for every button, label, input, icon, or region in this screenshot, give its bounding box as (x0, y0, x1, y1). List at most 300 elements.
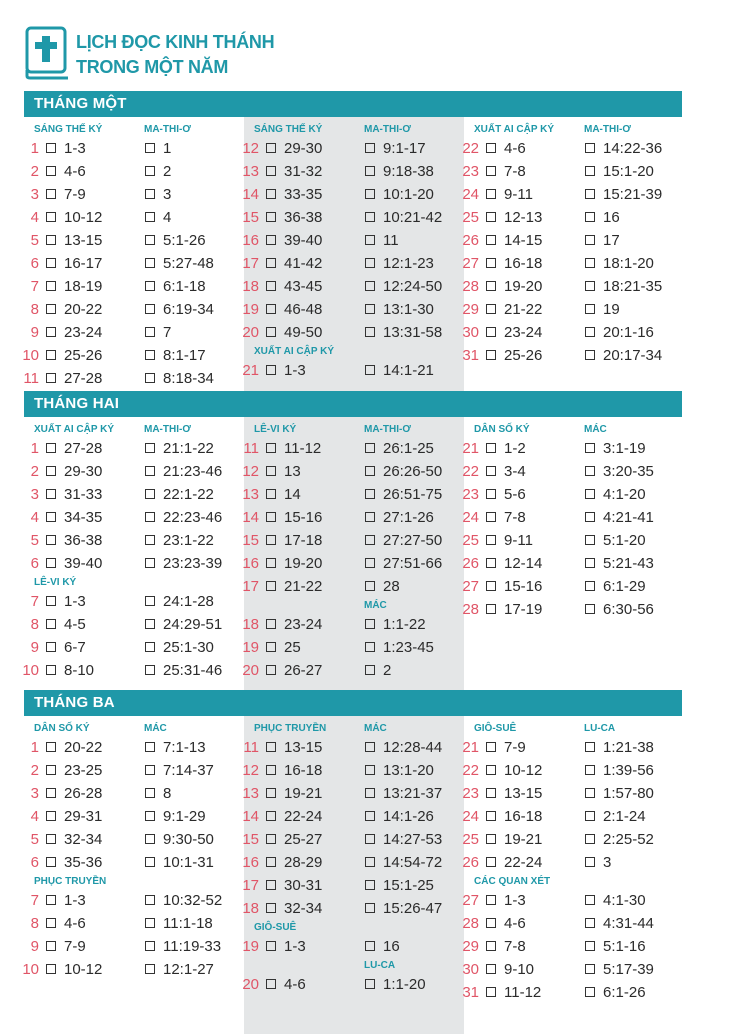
reading-row (464, 575, 684, 598)
nt-reading: 8:1-17 (163, 347, 206, 364)
day-number: 25 (462, 831, 479, 848)
nt-checkbox[interactable] (365, 258, 375, 268)
nt-checkbox[interactable] (585, 941, 595, 951)
nt-checkbox[interactable] (145, 350, 155, 360)
ot-book-label: DÂN SỐ KÝ (34, 723, 90, 734)
ot-checkbox[interactable] (486, 535, 496, 545)
ot-reading: 32-34 (284, 900, 323, 917)
nt-checkbox[interactable] (585, 281, 595, 291)
reading-row (24, 367, 244, 390)
nt-checkbox[interactable] (365, 619, 375, 629)
nt-checkbox[interactable] (585, 581, 595, 591)
nt-reading: 26:1-25 (383, 440, 434, 457)
nt-checkbox[interactable] (365, 788, 375, 798)
ot-checkbox[interactable] (486, 964, 496, 974)
ot-checkbox[interactable] (486, 811, 496, 821)
nt-checkbox[interactable] (365, 581, 375, 591)
ot-checkbox[interactable] (266, 189, 276, 199)
ot-checkbox[interactable] (486, 788, 496, 798)
ot-reading: 23-24 (64, 324, 103, 341)
nt-reading: 13:1-30 (383, 301, 434, 318)
day-number: 12 (242, 463, 259, 480)
ot-checkbox[interactable] (266, 281, 276, 291)
ot-reading: 29-30 (64, 463, 103, 480)
reading-row (244, 275, 464, 298)
ot-checkbox[interactable] (46, 373, 56, 383)
reading-row (24, 912, 244, 935)
ot-checkbox[interactable] (266, 642, 276, 652)
ot-book-label: DÂN SỐ KÝ (474, 424, 530, 435)
day-number: 7 (30, 892, 39, 909)
ot-checkbox[interactable] (46, 811, 56, 821)
reading-row (464, 183, 684, 206)
nt-checkbox[interactable] (585, 811, 595, 821)
ot-reading: 1-3 (284, 362, 306, 379)
ot-reading: 5-6 (504, 486, 526, 503)
nt-checkbox[interactable] (365, 235, 375, 245)
nt-reading: 9:1-17 (383, 140, 426, 157)
reading-row (244, 935, 464, 958)
reading-row (24, 229, 244, 252)
nt-checkbox[interactable] (585, 443, 595, 453)
ot-checkbox[interactable] (46, 834, 56, 844)
nt-checkbox[interactable] (145, 558, 155, 568)
nt-checkbox[interactable] (145, 143, 155, 153)
book-label-row (34, 575, 244, 590)
reading-row (24, 460, 244, 483)
ot-checkbox[interactable] (46, 281, 56, 291)
ot-checkbox[interactable] (266, 619, 276, 629)
ot-checkbox[interactable] (486, 281, 496, 291)
ot-reading: 49-50 (284, 324, 323, 341)
ot-checkbox[interactable] (266, 443, 276, 453)
month-columns (24, 417, 682, 697)
ot-checkbox[interactable] (46, 304, 56, 314)
ot-checkbox[interactable] (46, 143, 56, 153)
ot-checkbox[interactable] (486, 466, 496, 476)
nt-checkbox[interactable] (585, 895, 595, 905)
nt-checkbox[interactable] (585, 765, 595, 775)
nt-reading: 8 (163, 785, 172, 802)
ot-checkbox[interactable] (266, 765, 276, 775)
nt-reading: 25:31-46 (163, 662, 223, 679)
nt-checkbox[interactable] (365, 212, 375, 222)
nt-checkbox[interactable] (585, 212, 595, 222)
ot-checkbox[interactable] (266, 880, 276, 890)
book-label-row (254, 920, 464, 935)
day-number: 11 (243, 739, 259, 756)
ot-checkbox[interactable] (266, 903, 276, 913)
nt-checkbox[interactable] (585, 143, 595, 153)
reading-row (464, 229, 684, 252)
ot-book-label: SÁNG THẾ KÝ (254, 124, 323, 135)
day-number: 22 (462, 463, 479, 480)
nt-checkbox[interactable] (145, 811, 155, 821)
ot-checkbox[interactable] (486, 558, 496, 568)
day-number: 5 (30, 532, 39, 549)
ot-checkbox[interactable] (486, 443, 496, 453)
reading-row (244, 897, 464, 920)
ot-checkbox[interactable] (486, 258, 496, 268)
nt-checkbox[interactable] (365, 558, 375, 568)
day-number: 9 (30, 938, 39, 955)
nt-checkbox[interactable] (145, 258, 155, 268)
ot-reading: 33-35 (284, 186, 323, 203)
ot-checkbox[interactable] (46, 765, 56, 775)
ot-checkbox[interactable] (486, 604, 496, 614)
nt-reading: 3 (603, 854, 612, 871)
ot-checkbox[interactable] (46, 964, 56, 974)
ot-reading: 39-40 (64, 555, 103, 572)
nt-checkbox[interactable] (145, 619, 155, 629)
nt-checkbox[interactable] (365, 742, 375, 752)
nt-checkbox[interactable] (365, 941, 375, 951)
nt-checkbox[interactable] (365, 979, 375, 989)
ot-checkbox[interactable] (486, 235, 496, 245)
book-label-row (34, 874, 244, 889)
day-number: 27 (462, 578, 479, 595)
nt-checkbox[interactable] (145, 281, 155, 291)
nt-checkbox[interactable] (145, 941, 155, 951)
reading-row (464, 206, 684, 229)
nt-checkbox[interactable] (585, 189, 595, 199)
nt-checkbox[interactable] (145, 895, 155, 905)
ot-checkbox[interactable] (486, 987, 496, 997)
reading-row (24, 160, 244, 183)
nt-book-label: MA-THI-Ơ (364, 124, 411, 135)
reading-row (464, 782, 684, 805)
ot-checkbox[interactable] (46, 558, 56, 568)
nt-reading: 10:21-42 (383, 209, 443, 226)
ot-checkbox[interactable] (486, 489, 496, 499)
nt-checkbox[interactable] (365, 811, 375, 821)
ot-checkbox[interactable] (486, 581, 496, 591)
ot-checkbox[interactable] (486, 895, 496, 905)
nt-checkbox[interactable] (585, 834, 595, 844)
reading-row (244, 636, 464, 659)
nt-checkbox[interactable] (145, 212, 155, 222)
ot-checkbox[interactable] (266, 166, 276, 176)
ot-reading: 1-3 (64, 892, 86, 909)
ot-checkbox[interactable] (486, 212, 496, 222)
month-header: THÁNG BA (24, 690, 682, 716)
ot-checkbox[interactable] (486, 512, 496, 522)
nt-checkbox[interactable] (585, 558, 595, 568)
day-number: 30 (462, 324, 479, 341)
reading-row (24, 851, 244, 874)
nt-checkbox[interactable] (365, 880, 375, 890)
nt-checkbox[interactable] (365, 512, 375, 522)
ot-checkbox[interactable] (46, 489, 56, 499)
nt-checkbox[interactable] (145, 512, 155, 522)
reading-row (464, 252, 684, 275)
nt-reading: 3 (163, 186, 172, 203)
nt-checkbox[interactable] (365, 466, 375, 476)
ot-reading: 4-6 (284, 976, 306, 993)
nt-checkbox[interactable] (365, 143, 375, 153)
nt-checkbox[interactable] (145, 304, 155, 314)
nt-checkbox[interactable] (585, 742, 595, 752)
ot-checkbox[interactable] (266, 258, 276, 268)
ot-reading: 9-10 (504, 961, 535, 978)
ot-checkbox[interactable] (46, 235, 56, 245)
ot-checkbox[interactable] (46, 535, 56, 545)
reading-row (24, 137, 244, 160)
reading-row (244, 782, 464, 805)
nt-book-label: LU-CA (364, 960, 396, 971)
day-number: 15 (242, 532, 259, 549)
ot-checkbox[interactable] (486, 304, 496, 314)
ot-checkbox[interactable] (266, 979, 276, 989)
day-number: 5 (30, 232, 39, 249)
nt-checkbox[interactable] (145, 788, 155, 798)
ot-checkbox[interactable] (46, 619, 56, 629)
ot-checkbox[interactable] (266, 327, 276, 337)
nt-reading: 18:1-20 (603, 255, 654, 272)
ot-checkbox[interactable] (266, 941, 276, 951)
ot-checkbox[interactable] (266, 788, 276, 798)
nt-checkbox[interactable] (145, 665, 155, 675)
ot-reading: 46-48 (284, 301, 323, 318)
reading-row (244, 529, 464, 552)
nt-checkbox[interactable] (145, 834, 155, 844)
ot-checkbox[interactable] (266, 742, 276, 752)
ot-checkbox[interactable] (46, 788, 56, 798)
ot-checkbox[interactable] (486, 327, 496, 337)
ot-checkbox[interactable] (46, 258, 56, 268)
nt-checkbox[interactable] (585, 466, 595, 476)
day-number: 3 (30, 186, 39, 203)
ot-checkbox[interactable] (46, 466, 56, 476)
nt-checkbox[interactable] (365, 365, 375, 375)
ot-checkbox[interactable] (266, 834, 276, 844)
reading-row (24, 958, 244, 981)
ot-checkbox[interactable] (46, 742, 56, 752)
ot-reading: 13-15 (504, 785, 543, 802)
ot-checkbox[interactable] (266, 535, 276, 545)
nt-checkbox[interactable] (585, 512, 595, 522)
nt-checkbox[interactable] (145, 327, 155, 337)
reading-row (24, 344, 244, 367)
reading-row (244, 359, 464, 382)
nt-checkbox[interactable] (365, 281, 375, 291)
ot-reading: 19-21 (504, 831, 543, 848)
ot-checkbox[interactable] (266, 235, 276, 245)
ot-checkbox[interactable] (46, 596, 56, 606)
nt-checkbox[interactable] (585, 258, 595, 268)
nt-reading: 13:21-37 (383, 785, 443, 802)
nt-checkbox[interactable] (145, 642, 155, 652)
reading-row (244, 183, 464, 206)
nt-checkbox[interactable] (585, 350, 595, 360)
ot-checkbox[interactable] (486, 350, 496, 360)
day-number: 30 (462, 961, 479, 978)
reading-row (24, 935, 244, 958)
ot-checkbox[interactable] (486, 742, 496, 752)
nt-checkbox[interactable] (145, 765, 155, 775)
nt-reading: 15:26-47 (383, 900, 443, 917)
nt-checkbox[interactable] (145, 466, 155, 476)
nt-checkbox[interactable] (365, 903, 375, 913)
nt-checkbox[interactable] (365, 857, 375, 867)
ot-checkbox[interactable] (266, 489, 276, 499)
nt-checkbox[interactable] (585, 489, 595, 499)
reading-row (464, 344, 684, 367)
ot-checkbox[interactable] (266, 512, 276, 522)
ot-checkbox[interactable] (46, 918, 56, 928)
reading-row (244, 160, 464, 183)
nt-checkbox[interactable] (145, 742, 155, 752)
ot-reading: 25 (284, 639, 301, 656)
ot-checkbox[interactable] (266, 811, 276, 821)
nt-checkbox[interactable] (365, 765, 375, 775)
nt-checkbox[interactable] (585, 166, 595, 176)
reading-row (244, 252, 464, 275)
ot-checkbox[interactable] (46, 443, 56, 453)
nt-checkbox[interactable] (145, 166, 155, 176)
nt-checkbox[interactable] (145, 443, 155, 453)
ot-checkbox[interactable] (486, 143, 496, 153)
page-title (76, 30, 274, 80)
reading-row (244, 206, 464, 229)
ot-checkbox[interactable] (46, 642, 56, 652)
ot-book-label: CÁC QUAN XÉT (474, 876, 551, 887)
ot-checkbox[interactable] (266, 665, 276, 675)
nt-checkbox[interactable] (585, 535, 595, 545)
nt-checkbox[interactable] (365, 665, 375, 675)
ot-checkbox[interactable] (486, 834, 496, 844)
nt-checkbox[interactable] (145, 189, 155, 199)
ot-checkbox[interactable] (46, 512, 56, 522)
nt-reading: 15:1-20 (603, 163, 654, 180)
ot-reading: 26-27 (284, 662, 323, 679)
ot-checkbox[interactable] (486, 857, 496, 867)
nt-checkbox[interactable] (585, 964, 595, 974)
ot-checkbox[interactable] (486, 918, 496, 928)
nt-checkbox[interactable] (145, 373, 155, 383)
ot-checkbox[interactable] (266, 143, 276, 153)
day-number: 2 (30, 163, 39, 180)
day-number: 7 (30, 278, 39, 295)
nt-checkbox[interactable] (365, 327, 375, 337)
nt-checkbox[interactable] (585, 235, 595, 245)
day-number: 27 (462, 892, 479, 909)
day-number: 8 (30, 301, 39, 318)
ot-reading: 16-18 (284, 762, 323, 779)
nt-reading: 5:27-48 (163, 255, 214, 272)
day-number: 20 (242, 976, 259, 993)
nt-checkbox[interactable] (585, 857, 595, 867)
day-number: 16 (242, 854, 259, 871)
nt-checkbox[interactable] (145, 489, 155, 499)
ot-reading: 10-12 (64, 209, 103, 226)
nt-checkbox[interactable] (365, 304, 375, 314)
ot-reading: 31-32 (284, 163, 323, 180)
ot-reading: 16-18 (504, 255, 543, 272)
nt-checkbox[interactable] (145, 857, 155, 867)
reading-row (244, 137, 464, 160)
reading-row (24, 828, 244, 851)
nt-checkbox[interactable] (145, 596, 155, 606)
day-number: 2 (30, 463, 39, 480)
ot-checkbox[interactable] (266, 558, 276, 568)
ot-reading: 3-4 (504, 463, 526, 480)
nt-reading: 13:31-58 (383, 324, 443, 341)
nt-reading: 23:23-39 (163, 555, 223, 572)
day-number: 15 (242, 831, 259, 848)
nt-reading: 27:27-50 (383, 532, 443, 549)
reading-row (464, 137, 684, 160)
ot-checkbox[interactable] (266, 466, 276, 476)
ot-checkbox[interactable] (266, 304, 276, 314)
nt-checkbox[interactable] (365, 642, 375, 652)
ot-reading: 35-36 (64, 854, 103, 871)
nt-reading: 3:20-35 (603, 463, 654, 480)
nt-checkbox[interactable] (585, 987, 595, 997)
nt-checkbox[interactable] (365, 166, 375, 176)
reading-row (464, 506, 684, 529)
ot-reading: 9-11 (504, 186, 533, 203)
nt-reading: 4:1-20 (603, 486, 646, 503)
nt-checkbox[interactable] (145, 235, 155, 245)
ot-checkbox[interactable] (46, 327, 56, 337)
ot-book-label: PHỤC TRUYỀN (254, 723, 327, 734)
ot-checkbox[interactable] (486, 166, 496, 176)
reading-row (24, 529, 244, 552)
nt-checkbox[interactable] (585, 788, 595, 798)
ot-checkbox[interactable] (266, 365, 276, 375)
ot-checkbox[interactable] (46, 212, 56, 222)
ot-checkbox[interactable] (266, 581, 276, 591)
nt-checkbox[interactable] (365, 489, 375, 499)
nt-checkbox[interactable] (585, 918, 595, 928)
nt-reading: 12:24-50 (383, 278, 443, 295)
nt-checkbox[interactable] (365, 443, 375, 453)
nt-checkbox[interactable] (145, 964, 155, 974)
nt-checkbox[interactable] (585, 327, 595, 337)
nt-reading: 20:1-16 (603, 324, 654, 341)
ot-reading: 4-6 (504, 140, 526, 157)
nt-checkbox[interactable] (365, 535, 375, 545)
ot-checkbox[interactable] (46, 189, 56, 199)
ot-checkbox[interactable] (266, 857, 276, 867)
nt-checkbox[interactable] (145, 918, 155, 928)
ot-checkbox[interactable] (486, 941, 496, 951)
nt-reading: 8:18-34 (163, 370, 214, 387)
nt-checkbox[interactable] (585, 304, 595, 314)
ot-reading: 28-29 (284, 854, 323, 871)
ot-checkbox[interactable] (46, 941, 56, 951)
nt-checkbox[interactable] (585, 604, 595, 614)
ot-checkbox[interactable] (46, 166, 56, 176)
ot-checkbox[interactable] (266, 212, 276, 222)
book-label-row (254, 122, 464, 137)
ot-checkbox[interactable] (486, 189, 496, 199)
reading-row (24, 206, 244, 229)
ot-checkbox[interactable] (46, 895, 56, 905)
nt-reading: 3:1-19 (603, 440, 646, 457)
ot-checkbox[interactable] (46, 857, 56, 867)
ot-checkbox[interactable] (486, 765, 496, 775)
nt-checkbox[interactable] (365, 189, 375, 199)
nt-reading: 22:1-22 (163, 486, 214, 503)
ot-checkbox[interactable] (46, 665, 56, 675)
nt-checkbox[interactable] (145, 535, 155, 545)
ot-checkbox[interactable] (46, 350, 56, 360)
day-number: 29 (462, 938, 479, 955)
day-number: 11 (23, 370, 39, 387)
nt-checkbox[interactable] (365, 834, 375, 844)
